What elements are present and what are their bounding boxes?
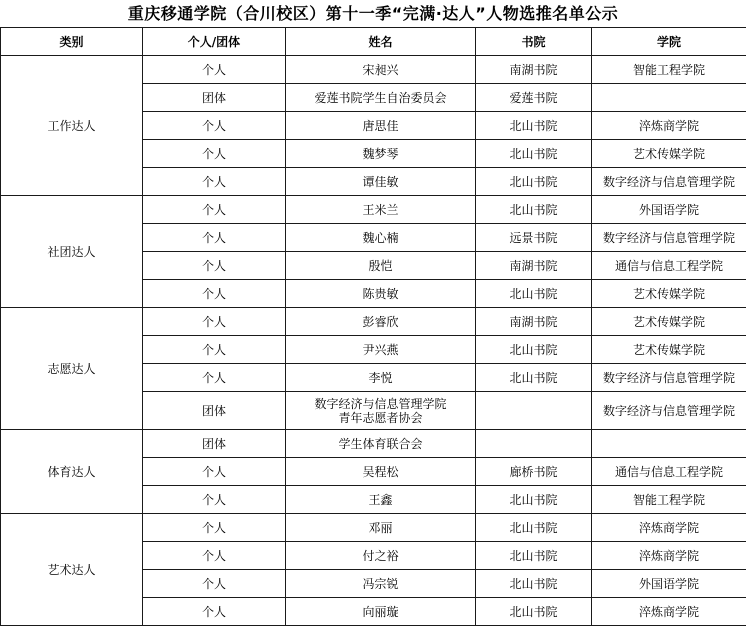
name-cell: 付之裕 xyxy=(286,542,476,570)
college-cell: 北山书院 xyxy=(476,112,592,140)
school-cell: 艺术传媒学院 xyxy=(592,140,746,168)
college-cell: 远景书院 xyxy=(476,224,592,252)
table-row xyxy=(1,430,746,458)
school-cell: 数字经济与信息管理学院 xyxy=(592,224,746,252)
college-cell: 爱莲书院 xyxy=(476,84,592,112)
school-cell: 通信与信息工程学院 xyxy=(592,458,746,486)
college-cell: 北山书院 xyxy=(476,542,592,570)
table-row xyxy=(1,514,746,542)
type-cell: 个人 xyxy=(143,514,286,542)
school-cell: 淬炼商学院 xyxy=(592,112,746,140)
name-cell: 向丽璇 xyxy=(286,598,476,626)
school-cell: 智能工程学院 xyxy=(592,486,746,514)
category-cell: 艺术达人 xyxy=(1,514,143,626)
college-cell: 北山书院 xyxy=(476,570,592,598)
school-cell: 数字经济与信息管理学院 xyxy=(592,364,746,392)
header-college: 书院 xyxy=(476,28,592,56)
college-cell: 北山书院 xyxy=(476,336,592,364)
table-header-row xyxy=(1,28,746,56)
name-cell: 殷恺 xyxy=(286,252,476,280)
category-cell: 工作达人 xyxy=(1,56,143,196)
name-cell: 学生体育联合会 xyxy=(286,430,476,458)
school-cell: 智能工程学院 xyxy=(592,56,746,84)
category-cell: 社团达人 xyxy=(1,196,143,308)
college-cell: 北山书院 xyxy=(476,280,592,308)
college-cell: 北山书院 xyxy=(476,364,592,392)
college-cell: 北山书院 xyxy=(476,598,592,626)
table-row xyxy=(1,56,746,84)
type-cell: 个人 xyxy=(143,364,286,392)
school-cell: 淬炼商学院 xyxy=(592,514,746,542)
college-cell: 南湖书院 xyxy=(476,56,592,84)
page-title: 重庆移通学院（合川校区）第十一季“完满·达人”人物选推名单公示 xyxy=(0,0,746,27)
name-cell: 宋昶兴 xyxy=(286,56,476,84)
college-cell xyxy=(476,430,592,458)
name-cell: 爱莲书院学生自治委员会 xyxy=(286,84,476,112)
college-cell: 北山书院 xyxy=(476,168,592,196)
header-category: 类别 xyxy=(1,28,143,56)
name-cell: 陈贵敏 xyxy=(286,280,476,308)
name-cell: 魏心楠 xyxy=(286,224,476,252)
header-school: 学院 xyxy=(592,28,746,56)
school-cell: 淬炼商学院 xyxy=(592,542,746,570)
school-cell: 数字经济与信息管理学院 xyxy=(592,392,746,430)
name-cell: 魏梦琴 xyxy=(286,140,476,168)
type-cell: 团体 xyxy=(143,430,286,458)
type-cell: 个人 xyxy=(143,458,286,486)
type-cell: 团体 xyxy=(143,84,286,112)
name-line: 数字经济与信息管理学院 xyxy=(286,397,475,411)
college-cell: 南湖书院 xyxy=(476,308,592,336)
school-cell: 淬炼商学院 xyxy=(592,598,746,626)
name-cell xyxy=(286,392,476,430)
type-cell: 个人 xyxy=(143,598,286,626)
type-cell: 团体 xyxy=(143,392,286,430)
college-cell: 南湖书院 xyxy=(476,252,592,280)
name-cell: 唐思佳 xyxy=(286,112,476,140)
type-cell: 个人 xyxy=(143,168,286,196)
school-cell: 数字经济与信息管理学院 xyxy=(592,168,746,196)
type-cell: 个人 xyxy=(143,196,286,224)
school-cell: 艺术传媒学院 xyxy=(592,280,746,308)
school-cell: 艺术传媒学院 xyxy=(592,336,746,364)
name-cell: 彭睿欣 xyxy=(286,308,476,336)
school-cell xyxy=(592,84,746,112)
type-cell: 个人 xyxy=(143,56,286,84)
name-cell: 尹兴燕 xyxy=(286,336,476,364)
college-cell: 廊桥书院 xyxy=(476,458,592,486)
name-cell: 邓丽 xyxy=(286,514,476,542)
name-line: 青年志愿者协会 xyxy=(286,411,475,425)
type-cell: 个人 xyxy=(143,224,286,252)
type-cell: 个人 xyxy=(143,570,286,598)
school-cell xyxy=(592,430,746,458)
name-cell: 谭佳敏 xyxy=(286,168,476,196)
table-row xyxy=(1,196,746,224)
school-cell: 通信与信息工程学院 xyxy=(592,252,746,280)
college-cell: 北山书院 xyxy=(476,486,592,514)
type-cell: 个人 xyxy=(143,140,286,168)
name-cell: 王米兰 xyxy=(286,196,476,224)
school-cell: 外国语学院 xyxy=(592,196,746,224)
category-cell: 体育达人 xyxy=(1,430,143,514)
school-cell: 艺术传媒学院 xyxy=(592,308,746,336)
nominee-table xyxy=(0,27,746,626)
college-cell: 北山书院 xyxy=(476,514,592,542)
type-cell: 个人 xyxy=(143,308,286,336)
type-cell: 个人 xyxy=(143,542,286,570)
type-cell: 个人 xyxy=(143,112,286,140)
type-cell: 个人 xyxy=(143,252,286,280)
college-cell xyxy=(476,392,592,430)
header-type: 个人/团体 xyxy=(143,28,286,56)
name-cell: 吴程松 xyxy=(286,458,476,486)
header-name: 姓名 xyxy=(286,28,476,56)
college-cell: 北山书院 xyxy=(476,196,592,224)
name-cell: 王鑫 xyxy=(286,486,476,514)
school-cell: 外国语学院 xyxy=(592,570,746,598)
name-cell: 李悦 xyxy=(286,364,476,392)
type-cell: 个人 xyxy=(143,336,286,364)
type-cell: 个人 xyxy=(143,280,286,308)
name-cell: 冯宗锐 xyxy=(286,570,476,598)
category-cell: 志愿达人 xyxy=(1,308,143,430)
type-cell: 个人 xyxy=(143,486,286,514)
table-row xyxy=(1,308,746,336)
college-cell: 北山书院 xyxy=(476,140,592,168)
